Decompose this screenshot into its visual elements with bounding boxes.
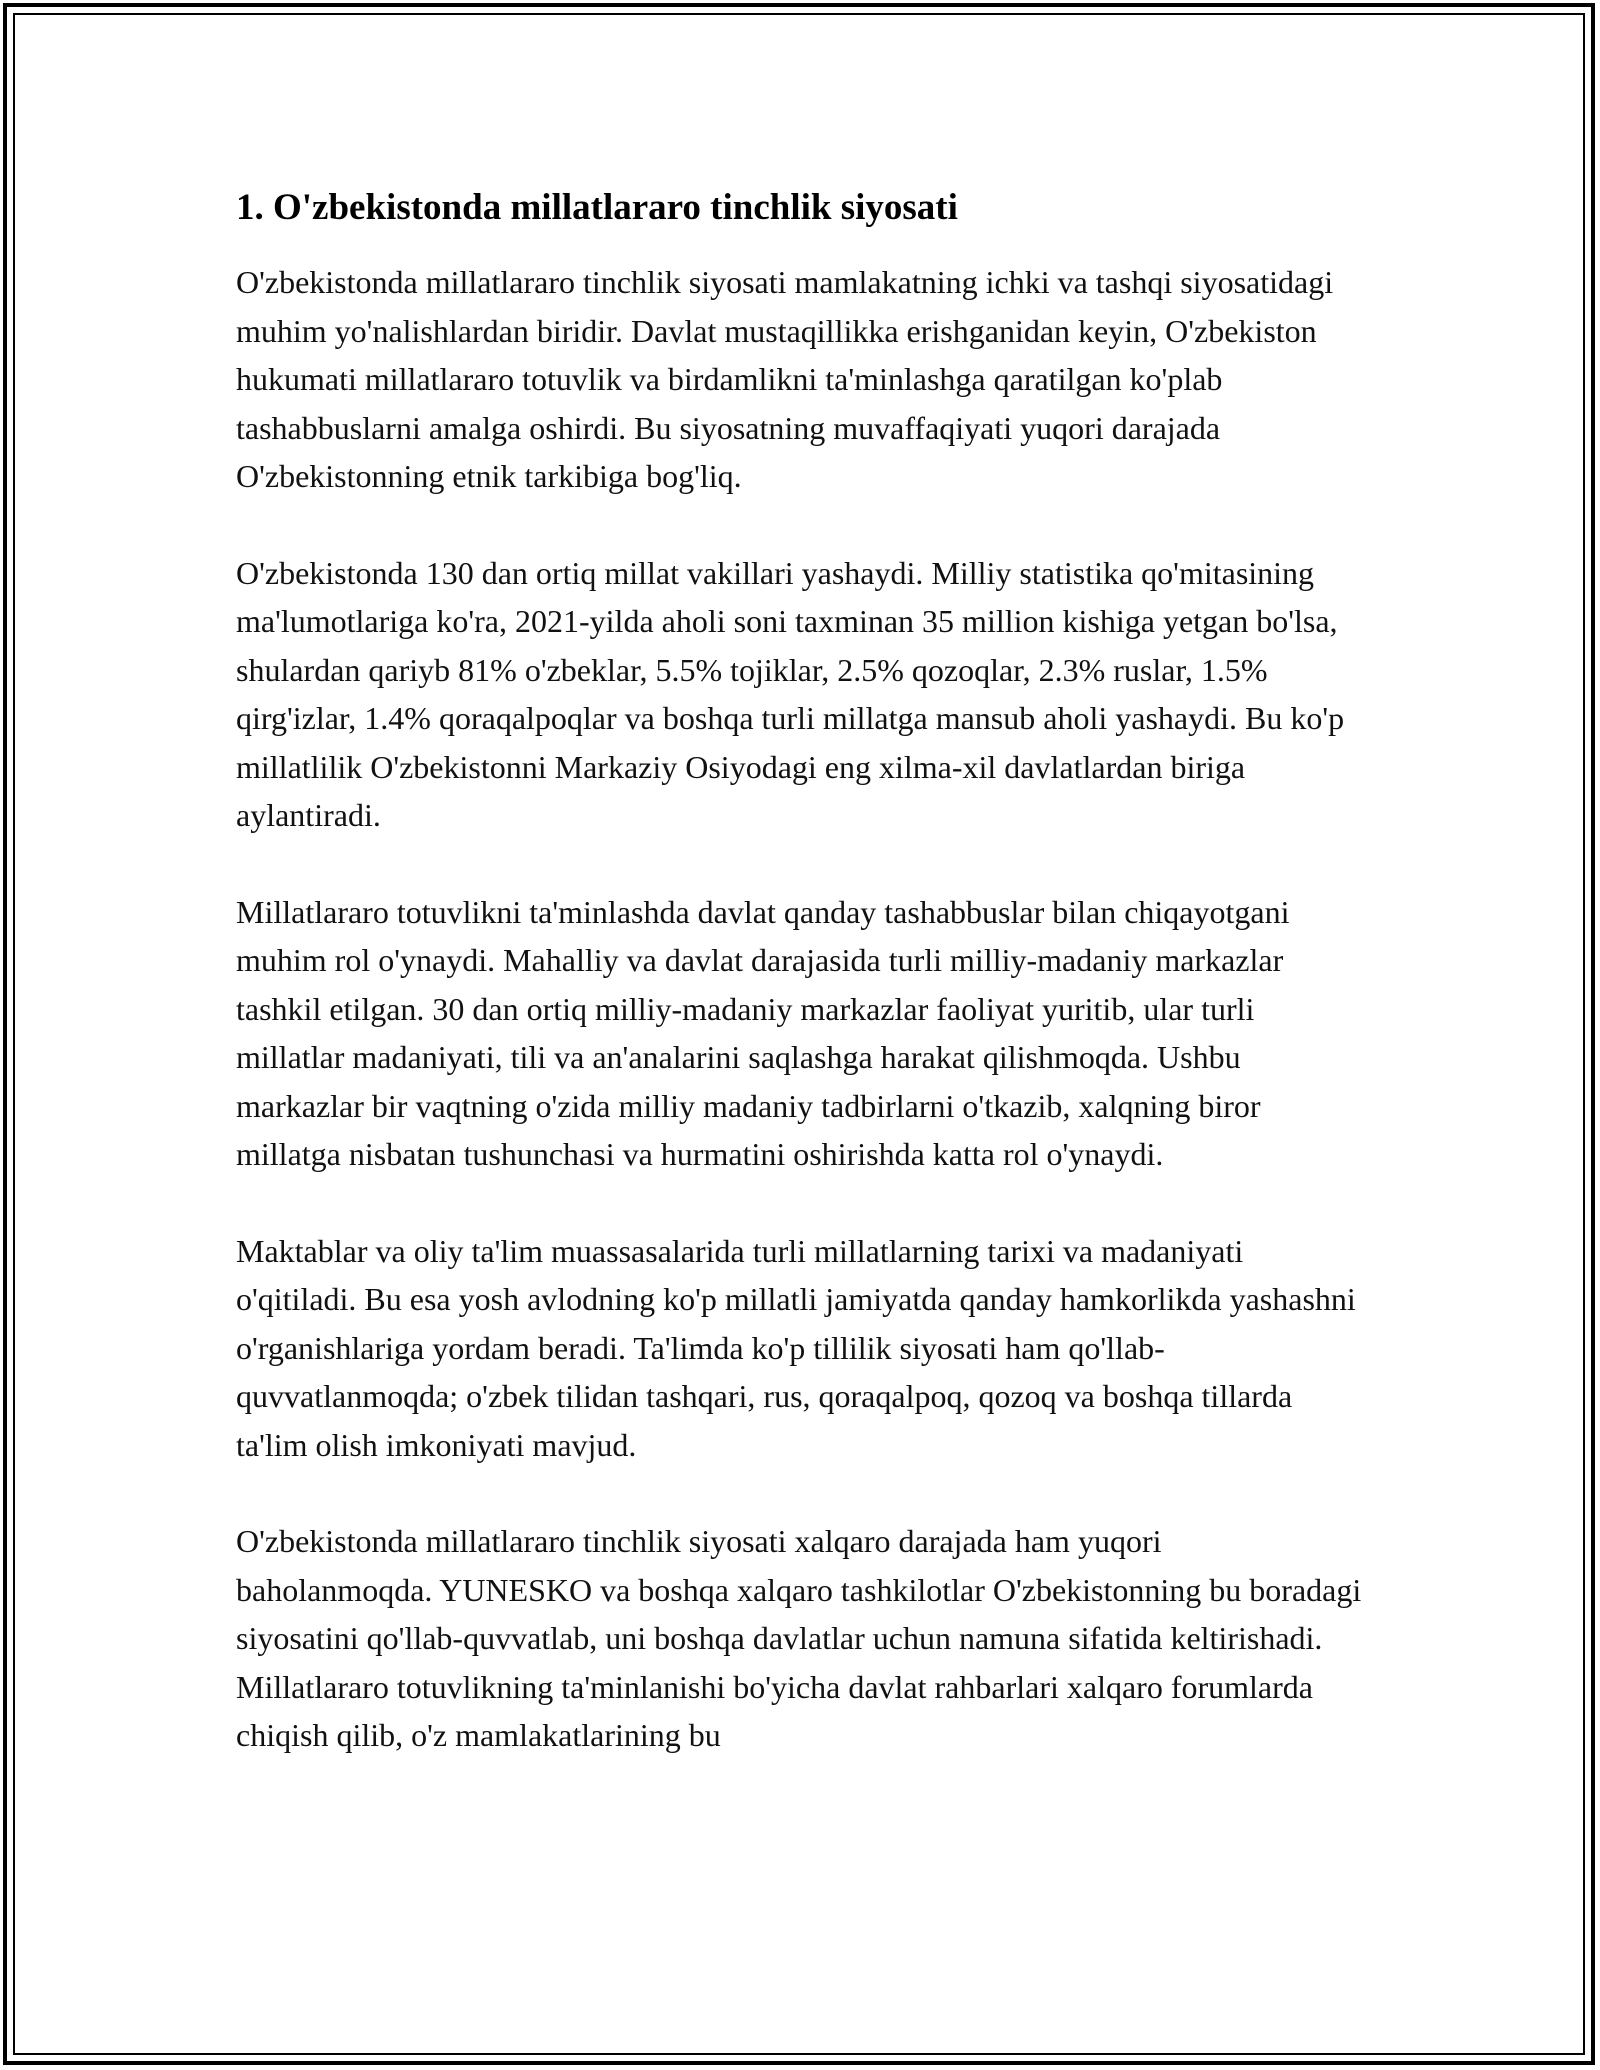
- paragraph-international: O'zbekistonda millatlararo tinchlik siyosati xalqaro darajada ham yuqori baholanmoqda. YUNESKO va boshqa xalqaro tashkilotlar O'zbekistonning bu boradagi siyosatini qo'llab-quvvatlab, uni boshqa davlatlar uchun namuna sifatida keltirishadi. Millatlararo totuvlikning ta'minlanishi bo'yicha davlat rahbarlari xalqaro forumlarda chiqish qilib, o'z mamlakatlarining bu: [236, 1523, 1362, 1753]
- paragraph-intro: O'zbekistonda millatlararo tinchlik siyosati mamlakatning ichki va tashqi siyosatidagi muhim yo'nalishlardan biridir. Davlat mustaqillikka erishganidan keyin, O'zbekiston hukumati millatlararo totuvlik va birdamlikni ta'minlashga qaratilgan ko'plab tashabbuslarni amalga oshirdi. Bu siyosatning muvaffaqiyati yuqori darajada O'zbekistonning etnik tarkibiga bog'liq.: [236, 264, 1334, 494]
- document-body: [236, 186, 1364, 1760]
- paragraph-demographics: O'zbekistonda 130 dan ortiq millat vakillari yashaydi. Milliy statistika qo'mitasining ma'lumotlariga ko'ra, 2021-yilda aholi soni taxminan 35 million kishiga yetgan bo'lsa, shulardan qariyb 81% o'zbeklar, 5.5% tojiklar, 2.5% qozoqlar, 2.3% ruslar, 1.5% qirg'izlar, 1.4% qoraqalpoqlar va boshqa turli millatga mansub aholi yashaydi. Bu ko'p millatlilik O'zbekistonni Markaziy Osiyodagi eng xilma-xil davlatlardan biriga aylantiradi.: [236, 554, 1345, 833]
- section-heading: 1. O'zbekistonda millatlararo tinchlik siyosati: [236, 187, 958, 228]
- paragraph-education: Maktablar va oliy ta'lim muassasalarida turli millatlarning tarixi va madaniyati o'qitiladi. Bu esa yosh avlodning ko'p millatli jamiyatda qanday hamkorlikda yashashni o'rganishlariga yordam beradi. Ta'limda ko'p tillilik siyosati ham qo'llab-quvvatlanmoqda; o'zbek tilidan tashqari, rus, qoraqalpoq, qozoq va boshqa tillarda ta'lim olish imkoniyati mavjud.: [236, 1232, 1356, 1463]
- paragraph-cultural-centers: Millatlararo totuvlikni ta'minlashda davlat qanday tashabbuslar bilan chiqayotgani muhim rol o'ynaydi. Mahalliy va davlat darajasida turli milliy-madaniy markazlar tashkil etilgan. 30 dan ortiq milliy-madaniy markazlar faoliyat yuritib, ular turli millatlar madaniyati, tili va an'analarini saqlashga harakat qilishmoqda. Ushbu markazlar bir vaqtning o'zida milliy madaniy tadbirlarni o'tkazib, xalqning biror millatga nisbatan tushunchasi va hurmatini oshirishda katta rol o'ynaydi.: [236, 893, 1290, 1172]
